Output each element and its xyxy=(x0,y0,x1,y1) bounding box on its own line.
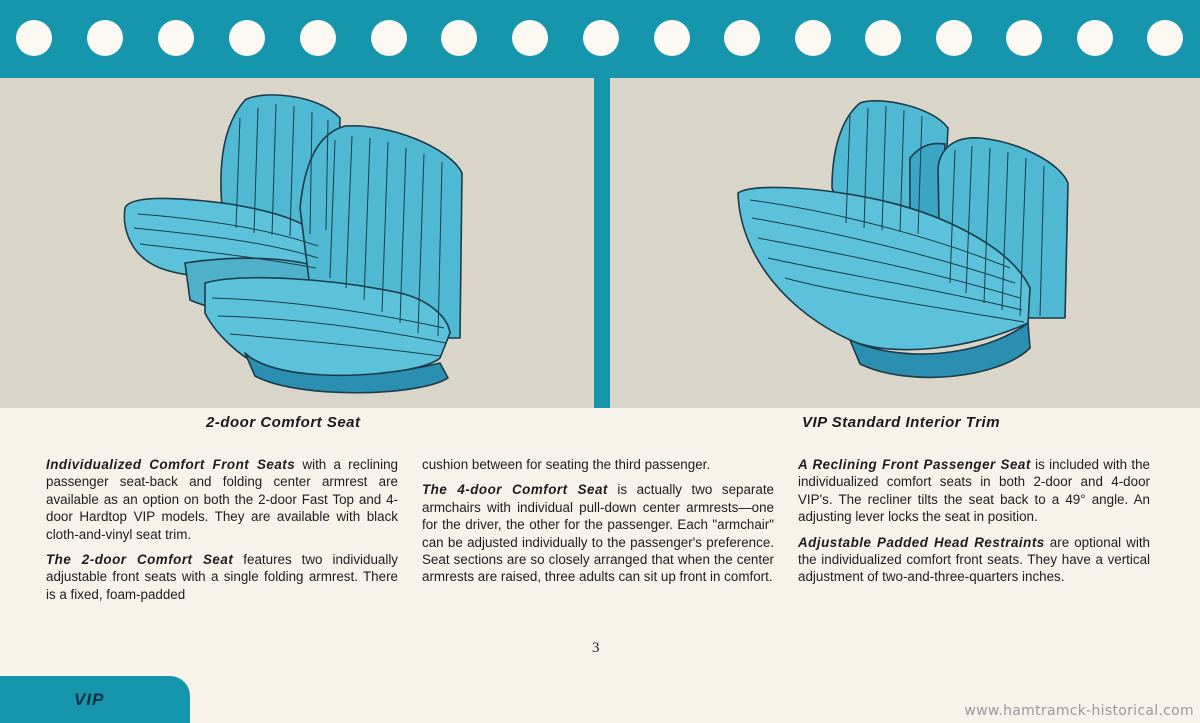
vip-tab-label: VIP xyxy=(74,690,105,709)
paragraph-heading: A Reclining Front Passenger Seat xyxy=(798,457,1031,472)
punch-hole-icon xyxy=(1077,20,1113,56)
paragraph-heading: Adjustable Padded Head Restraints xyxy=(798,534,1045,550)
left-illustration-panel xyxy=(0,78,594,408)
text-column-left xyxy=(46,456,398,611)
paragraph-text: features two individually adjustable front seats with a single folding armrest. There is a fixed, foam-padded xyxy=(46,552,398,602)
text-column-middle xyxy=(422,456,774,594)
punch-hole-icon xyxy=(441,20,477,56)
punch-hole-icon xyxy=(87,20,123,56)
punch-hole-icon xyxy=(865,20,901,56)
right-caption: VIP Standard Interior Trim xyxy=(802,414,1001,431)
punch-hole-icon xyxy=(300,20,336,56)
punch-hole-icon xyxy=(1006,20,1042,56)
paragraph xyxy=(422,481,774,585)
paragraph-text: cushion between for seating the third passenger. xyxy=(422,457,711,472)
watermark: www.hamtramck-historical.com xyxy=(964,703,1194,719)
punch-hole-icon xyxy=(936,20,972,56)
right-illustration-panel xyxy=(610,78,1200,408)
punch-hole-icon xyxy=(371,20,407,56)
paragraph xyxy=(46,551,398,603)
paragraph xyxy=(798,534,1150,586)
punch-hole-icon xyxy=(1147,20,1183,56)
punch-hole-icon xyxy=(583,20,619,56)
paragraph xyxy=(422,456,774,473)
top-binding-band xyxy=(0,0,1200,78)
text-column-right xyxy=(798,456,1150,594)
paragraph-heading: The 2-door Comfort Seat xyxy=(46,552,234,568)
paragraph-text: is actually two separate armchairs with individual pull-down center armrests—one for the driver, the other for the passenger. Each "armchair" can be adjusted individually to the passenger's preference. Seat sections are so closely arranged that when the center armrests are raised, three adults can sit up front in comfort. xyxy=(422,482,774,585)
paragraph xyxy=(46,456,398,543)
punch-hole-icon xyxy=(724,20,760,56)
two-door-comfort-seat-illustration xyxy=(0,78,594,408)
vip-bench-seat-illustration xyxy=(610,78,1200,408)
paragraph-text: is included with the individualized comfort seats in both 2-door and 4-door VIP's. The recliner tilts the seat back to a 49° angle. An adjusting lever locks the seat in position. xyxy=(798,457,1150,525)
paragraph-heading: The 4-door Comfort Seat xyxy=(422,482,608,498)
punch-hole-icon xyxy=(158,20,194,56)
page-number: 3 xyxy=(592,640,600,656)
paragraph xyxy=(798,456,1150,526)
punch-hole-icon xyxy=(229,20,265,56)
paragraph-text: with a reclining passenger seat-back and folding center armrest are available as an option on both the 2-door Fast Top and 4-door Hardtop VIP models. They are available with black cloth-and-vinyl seat trim. xyxy=(46,457,398,542)
paragraph-text: are optional with the individualized comfort front seats. They have a vertical adjustment of two-and-three-quarters inches. xyxy=(798,534,1150,585)
left-caption: 2-door Comfort Seat xyxy=(206,414,361,431)
punch-hole-icon xyxy=(16,20,52,56)
panel-divider xyxy=(594,78,610,408)
punch-hole-icon xyxy=(795,20,831,56)
punch-hole-icon xyxy=(654,20,690,56)
paragraph-heading: Individualized Comfort Front Seats xyxy=(46,457,296,472)
punch-hole-icon xyxy=(512,20,548,56)
